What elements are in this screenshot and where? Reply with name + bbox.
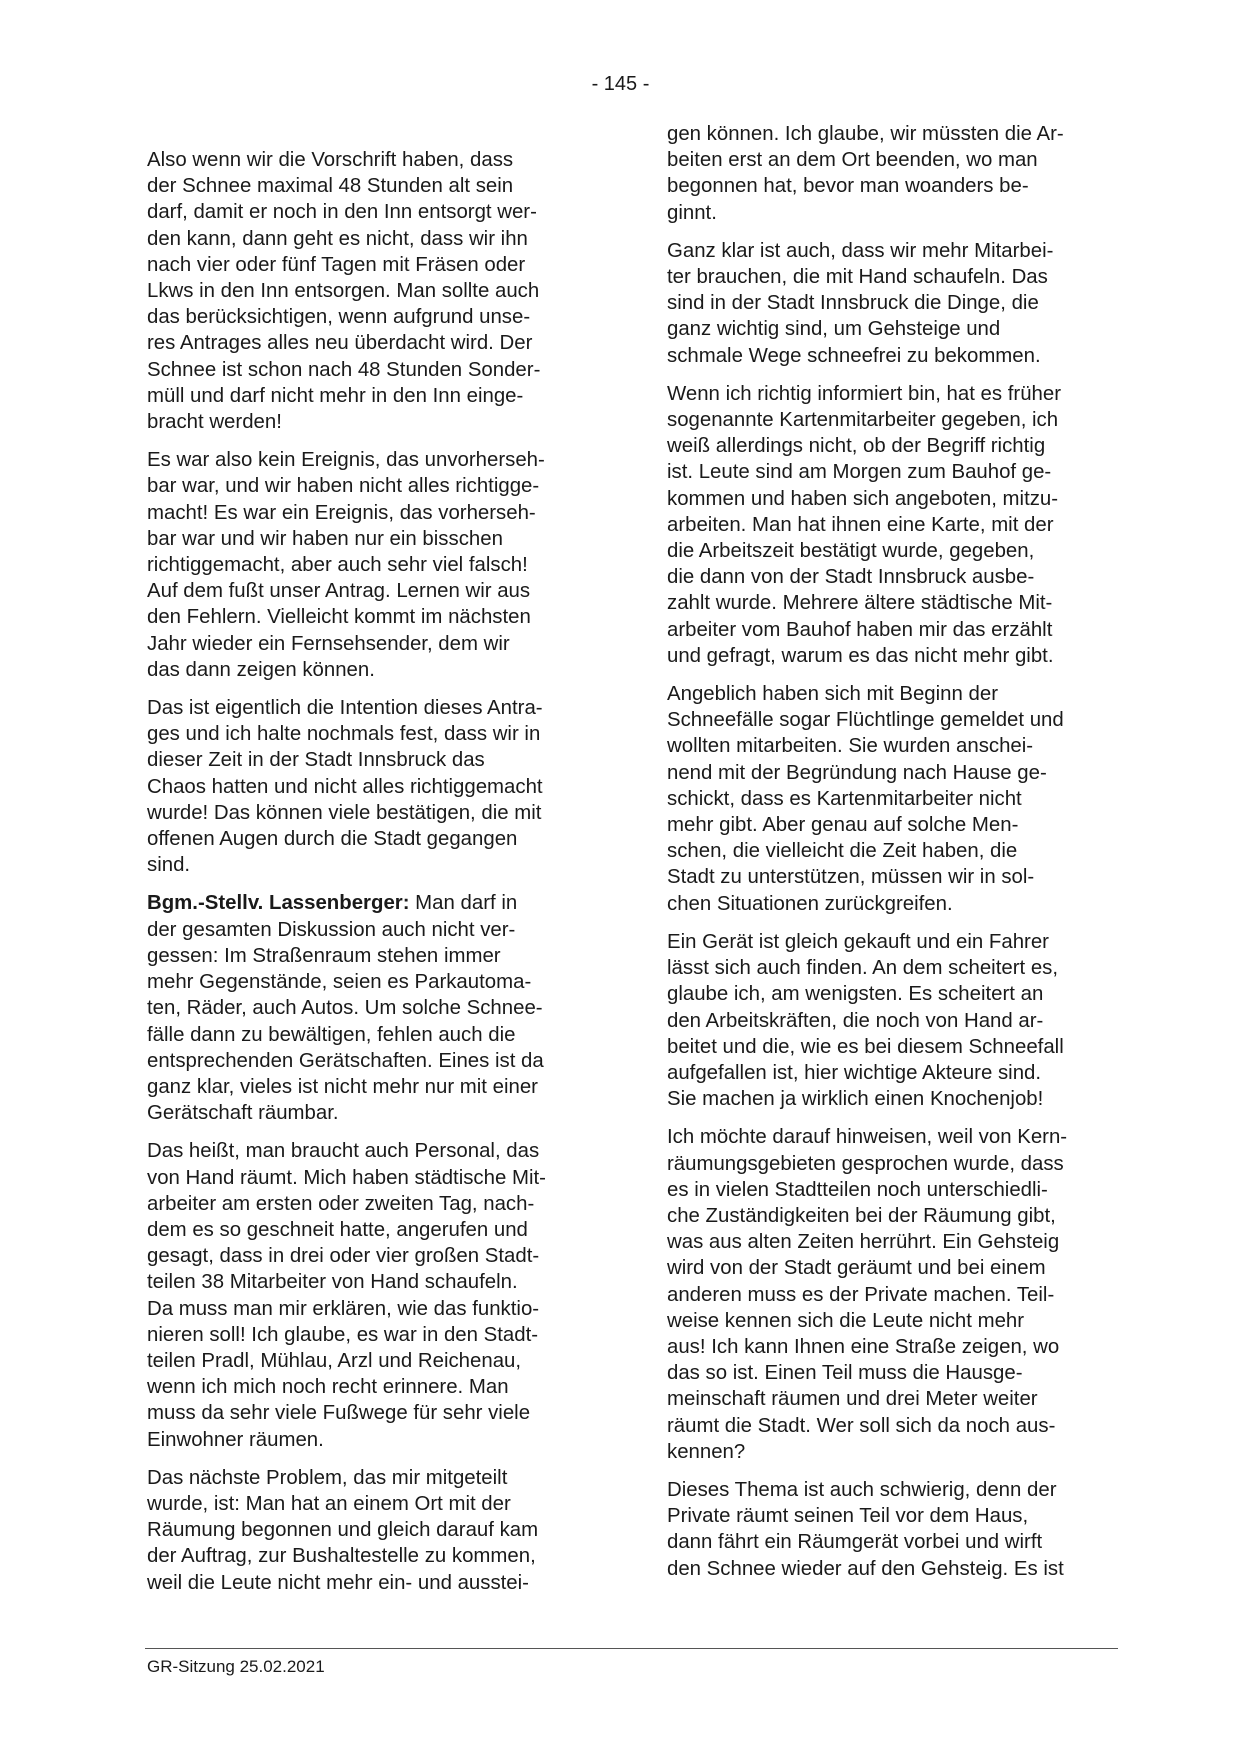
page-number: - 145 - xyxy=(591,73,650,95)
paragraph: Das heißt, man braucht auch Personal, das von Hand räumt. Mich haben städtische Mit- arbeiter am ersten oder zweiten Tag, nach- dem es so geschneit hatte, angerufen und gesagt, dass in drei oder vier großen Stadt- teilen 38 Mitarbeiter von Hand schaufeln. Da muss man mir erklären, wie das funktio- nieren soll! Ich glaube, es war in den Stadt- teilen Pradl, Mühlau, Arzl und Reichenau, wenn ich mich noch recht erinnere. Man muss da sehr viele Fußwege für sehr viele Einwohner räumen. xyxy=(147,1140,546,1451)
paragraph: Dieses Thema ist auch schwierig, denn der Private räumt seinen Teil vor dem Haus, dann fährt ein Räumgerät vorbei und wirft den Schnee wieder auf den Gehsteig. Es ist xyxy=(667,1478,1064,1580)
paragraph: Wenn ich richtig informiert bin, hat es früher sogenannte Kartenmitarbeiter gegeben, ich weiß allerdings nicht, ob der Begriff richtig ist. Leute sind am Morgen zum Bauhof ge- kommen und haben sich angeboten, mitzu- arbeiten. Man hat ihnen eine Karte, mit der die Arbeitszeit bestätigt wurde, gegeben, die dann von der Stadt Innsbruck ausbe- zahlt wurde. Mehrere ältere städtische Mit- arbeiter vom Bauhof haben mir das erzählt und gefragt, warum es das nicht mehr gibt. xyxy=(667,382,1062,667)
paragraph: Ganz klar ist auch, dass wir mehr Mitarbei- ter brauchen, die mit Hand schaufeln. Das sind in der Stadt Innsbruck die Dinge, die ganz wichtig sind, um Gehsteige und schmale Wege schneefrei zu bekommen. xyxy=(667,239,1054,367)
left-column xyxy=(147,147,597,1608)
speaker-name: Bgm.-Stellv. Lassenberger: xyxy=(147,892,410,915)
paragraph: Angeblich haben sich mit Beginn der Schneefälle sogar Flüchtlinge gemeldet und wollten mitarbeiten. Sie wurden anschei- nend mit der Begründung nach Hause ge- schickt, dass es Kartenmitarbeiter nicht mehr gibt. Aber genau auf solche Men- schen, die vielleicht die Zeit haben, die Stadt zu unterstützen, müssen wir in sol- chen Situationen zurückgreifen. xyxy=(667,683,1064,915)
footer-divider xyxy=(145,1648,1118,1649)
paragraph: Ein Gerät ist gleich gekauft und ein Fahrer lässt sich auch finden. An dem scheitert es, glaube ich, am wenigsten. Es scheitert an den Arbeitskräften, die noch von Hand ar- beitet und die, wie es bei diesem Schneefall aufgefallen ist, hier wichtige Akteure sind. Sie machen ja wirklich einen Knochenjob! xyxy=(667,930,1064,1111)
paragraph: Es war also kein Ereignis, das unvorherseh- bar war, und wir haben nicht alles richtigge- macht! Es war ein Ereignis, das vorherseh- bar war und wir haben nur ein bisschen richtiggemacht, aber auch sehr viel falsch! Auf dem fußt unser Antrag. Lernen wir aus den Fehlern. Vielleicht kommt im nächsten Jahr wieder ein Fernsehsender, dem wir das dann zeigen können. xyxy=(147,449,545,681)
paragraph: gen können. Ich glaube, wir müssten die Ar- beiten erst an dem Ort beenden, wo man begonnen hat, bevor man woanders be- ginnt. xyxy=(667,123,1064,224)
footer-session-date: GR-Sitzung 25.02.2021 xyxy=(147,1657,325,1676)
speaker-text: Man darf in der gesamten Diskussion auch nicht ver- gessen: Im Straßenraum stehen immer mehr Gegenstände, seien es Parkautoma- ten, Räder, auch Autos. Um solche Schnee- fälle dann zu bewältigen, fehlen auch die entsprechenden Gerätschaften. Eines ist da ganz klar, vieles ist nicht mehr nur mit einer Gerätschaft räumbar. xyxy=(147,892,544,1125)
right-column xyxy=(667,123,1117,1594)
paragraph: Das ist eigentlich die Intention dieses Antra- ges und ich halte nochmals fest, dass wir in dieser Zeit in der Stadt Innsbruck das Chaos hatten und nicht alles richtiggemacht wurde! Das können viele bestätigen, die mit offenen Augen durch die Stadt gegangen sind. xyxy=(147,697,543,877)
paragraph: Also wenn wir die Vorschrift haben, dass der Schnee maximal 48 Stunden alt sein darf, damit er noch in den Inn entsorgt wer- den kann, dann geht es nicht, dass wir ihn nach vier oder fünf Tagen mit Fräsen oder Lkws in den Inn entsorgen. Man sollte auch das berücksichtigen, wenn aufgrund unse- res Antrages alles neu überdacht wird. Der Schnee ist schon nach 48 Stunden Sonder- müll und darf nicht mehr in den Inn einge- bracht werden! xyxy=(147,149,541,434)
speaker-paragraph xyxy=(147,890,597,1126)
paragraph: Ich möchte darauf hinweisen, weil von Kern- räumungsgebieten gesprochen wurde, dass es in vielen Stadtteilen noch unterschiedli- che Zuständigkeiten bei der Räumung gibt, was aus alten Zeiten herrührt. Ein Gehsteig wird von der Stadt geräumt und bei einem anderen muss es der Private machen. Teil- weise kennen sich die Leute nicht mehr aus! Ich kann Ihnen eine Straße zeigen, wo das so ist. Einen Teil muss die Hausge- meinschaft räumen und drei Meter weiter räumt die Stadt. Wer soll sich da noch aus- kennen? xyxy=(667,1126,1068,1463)
paragraph: Das nächste Problem, das mir mitgeteilt wurde, ist: Man hat an einem Ort mit der Räumung begonnen und gleich darauf kam der Auftrag, zur Bushaltestelle zu kommen, weil die Leute nicht mehr ein- und ausstei- xyxy=(147,1466,539,1594)
